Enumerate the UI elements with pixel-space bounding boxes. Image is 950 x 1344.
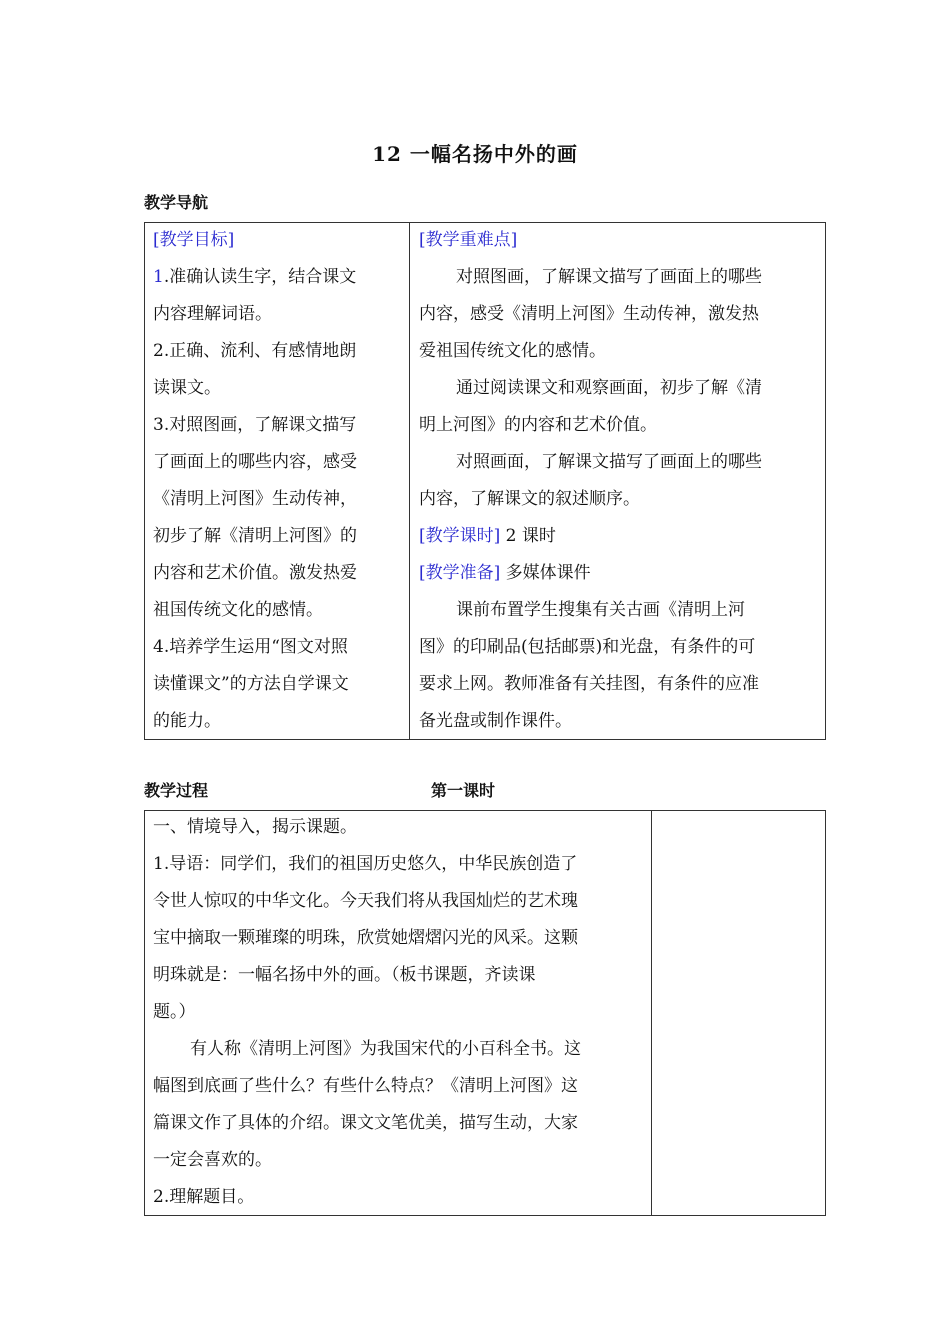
focus-paragraph-1-cont: 爱祖国传统文化的感情。 (419, 341, 606, 361)
lesson-heading: 第一课时 (431, 781, 496, 800)
process-line: 题。） (153, 1002, 196, 1022)
goals-header: [教学目标] (153, 230, 235, 250)
process-line: 1.导语：同学们，我们的祖国历史悠久，中华民族创造了 (153, 854, 578, 874)
focus-cell (419, 222, 823, 740)
process-table (144, 810, 826, 1216)
process-heading: 教学过程 (144, 781, 209, 800)
prep-paragraph-cont: 要求上网。教师准备有关挂图，有条件的应准 (419, 674, 759, 694)
goal-4-cont: 的能力。 (153, 711, 221, 731)
class-hours-label: [教学课时] (419, 526, 501, 546)
page-title: 12 一幅名扬中外的画 (372, 142, 578, 166)
preparation (419, 555, 823, 592)
prep-paragraph-cont: 备光盘或制作课件。 (419, 711, 572, 731)
prep-paragraph: 课前布置学生搜集有关古画《清明上河 (456, 600, 745, 620)
goals-cell (153, 222, 405, 740)
goal-3-cont: 祖国传统文化的感情。 (153, 600, 323, 620)
goal-1 (153, 259, 405, 296)
process-step-1: 一、情境导入，揭示课题。 (153, 817, 357, 837)
nav-table (144, 222, 826, 740)
nav-heading: 教学导航 (144, 193, 209, 212)
goal-2: 2.正确、流利、有感情地朗 (153, 341, 357, 361)
class-hours-value: 2 课时 (500, 526, 556, 546)
process-line: 令世人惊叹的中华文化。今天我们将从我国灿烂的艺术瑰 (153, 891, 578, 911)
goal-4-cont: 读懂课文”的方法自学课文 (153, 674, 349, 694)
focus-header: [教学重难点] (419, 230, 518, 250)
goal-1-text: .准确认读生字，结合课文 (163, 267, 357, 287)
process-line: 宝中摘取一颗璀璨的明珠，欣赏她熠熠闪光的风采。这颗 (153, 928, 578, 948)
goal-3-cont: 了画面上的哪些内容，感受 (153, 452, 357, 472)
goal-1-cont: 内容理解词语。 (153, 304, 272, 324)
process-line: 2.理解题目。 (153, 1187, 255, 1207)
focus-paragraph-3: 对照画面，了解课文描写了画面上的哪些 (456, 452, 762, 472)
focus-paragraph-1-cont: 内容，感受《清明上河图》生动传神，激发热 (419, 304, 759, 324)
prep-paragraph-cont: 图》的印刷品(包括邮票)和光盘，有条件的可 (419, 637, 756, 657)
goal-3: 3.对照图画，了解课文描写 (153, 415, 357, 435)
process-line: 篇课文作了具体的介绍。课文文笔优美，描写生动，大家 (153, 1113, 578, 1133)
process-line: 明珠就是：一幅名扬中外的画。（板书课题，齐读课 (153, 965, 536, 985)
focus-paragraph-2-cont: 明上河图》的内容和艺术价值。 (419, 415, 657, 435)
goal-3-cont: 《清明上河图》生动传神， (153, 489, 357, 509)
process-line: 有人称《清明上河图》为我国宋代的小百科全书。这 (190, 1039, 581, 1059)
process-cell (153, 809, 647, 1216)
focus-paragraph-3-cont: 内容，了解课文的叙述顺序。 (419, 489, 640, 509)
goal-2-cont: 读课文。 (153, 378, 221, 398)
preparation-label: [教学准备] (419, 563, 501, 583)
goal-4: 4.培养学生运用“图文对照 (153, 637, 348, 657)
focus-paragraph-2: 通过阅读课文和观察画面，初步了解《清 (456, 378, 762, 398)
class-hours (419, 518, 823, 555)
focus-paragraph-1: 对照图画，了解课文描写了画面上的哪些 (456, 267, 762, 287)
goal-3-cont: 初步了解《清明上河图》的 (153, 526, 357, 546)
process-table-divider (651, 811, 652, 1215)
preparation-value: 多媒体课件 (500, 563, 591, 583)
nav-table-divider (409, 223, 410, 739)
goal-1-number: 1 (153, 267, 164, 287)
process-line: 一定会喜欢的。 (153, 1150, 272, 1170)
process-line: 幅图到底画了些什么？有些什么特点？《清明上河图》这 (153, 1076, 578, 1096)
goal-3-cont: 内容和艺术价值。激发热爱 (153, 563, 357, 583)
